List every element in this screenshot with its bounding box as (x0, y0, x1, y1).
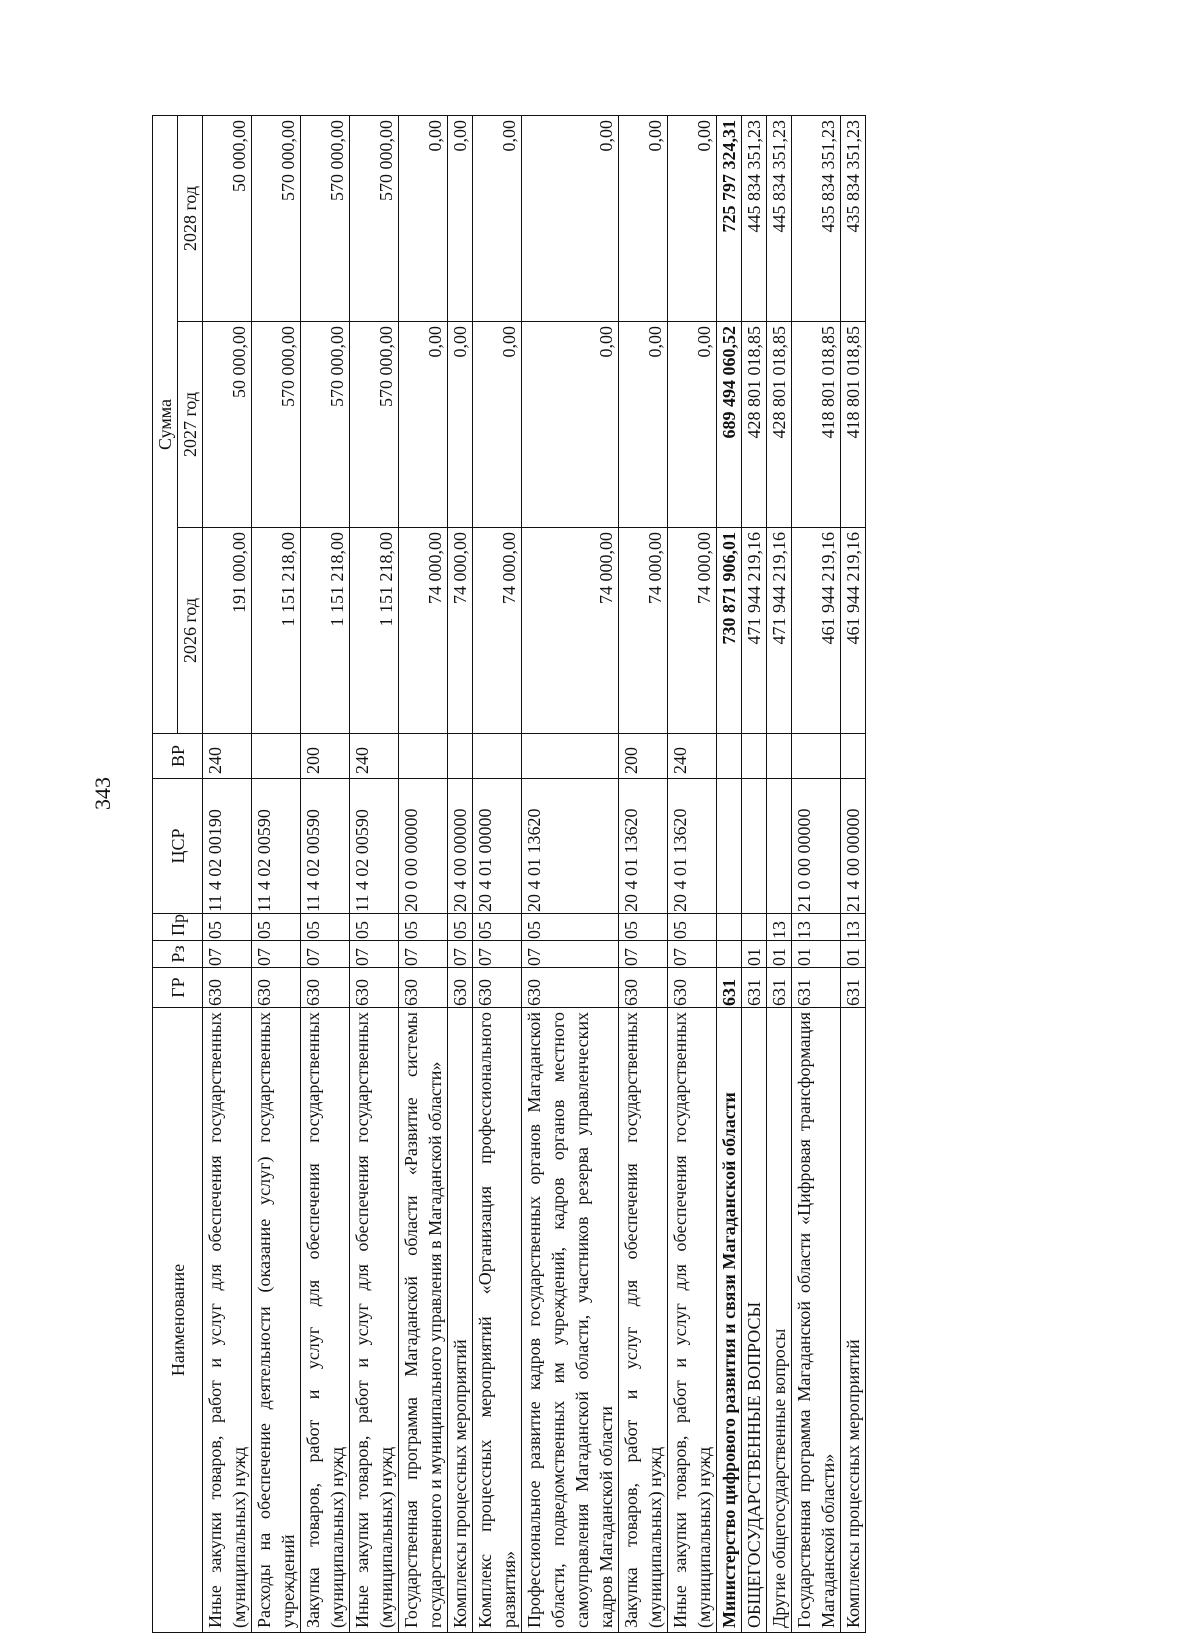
row-name-cell: Иные закупки товаров, работ и услуг для обеспечения государственных (муниципальных) нужд (350, 1008, 399, 1633)
row-pr-cell: 05 (301, 914, 350, 941)
row-name-cell: Государственная программа Магаданской области «Цифровая трансформация Магаданской области» (792, 1008, 841, 1633)
table-row (252, 115, 301, 1632)
row-pr-cell: 05 (619, 914, 668, 941)
row-name-cell: Комплекс процессных мероприятий «Организация профессионального развития» (473, 1008, 522, 1633)
row-gr-cell: 630 (350, 968, 399, 1008)
row-2027-cell: 689 494 060,52 (717, 322, 742, 528)
row-2028-cell: 50 000,00 (203, 115, 252, 321)
row-rz-cell: 01 (841, 941, 866, 968)
row-2028-cell: 570 000,00 (350, 115, 399, 321)
row-2027-cell: 0,00 (448, 322, 473, 528)
row-vr-cell (792, 734, 841, 779)
table-row (742, 115, 767, 1632)
row-vr-cell (448, 734, 473, 779)
row-name-cell: Расходы на обеспечение деятельности (оказание услуг) государственных учреждений (252, 1008, 301, 1633)
row-gr-cell: 630 (301, 968, 350, 1008)
row-pr-cell: 05 (252, 914, 301, 941)
row-vr-cell (252, 734, 301, 779)
header-csr: ЦСР (153, 779, 203, 914)
row-2026-cell: 74 000,00 (619, 528, 668, 734)
row-pr-cell: 05 (668, 914, 717, 941)
row-2028-cell: 0,00 (522, 115, 619, 321)
row-gr-cell: 630 (619, 968, 668, 1008)
row-pr-cell: 05 (448, 914, 473, 941)
row-vr-cell (399, 734, 448, 779)
row-gr-cell: 630 (203, 968, 252, 1008)
row-2026-cell: 1 151 218,00 (301, 528, 350, 734)
row-csr-cell: 21 4 00 00000 (841, 779, 866, 914)
row-name-cell: ОБЩЕГОСУДАРСТВЕННЫЕ ВОПРОСЫ (742, 1008, 767, 1633)
row-2027-cell: 0,00 (399, 322, 448, 528)
row-2028-cell: 0,00 (473, 115, 522, 321)
table-header-row (153, 115, 178, 1632)
row-2026-cell: 74 000,00 (399, 528, 448, 734)
row-rz-cell: 01 (742, 941, 767, 968)
row-csr-cell: 20 4 00 00000 (448, 779, 473, 914)
table-row (841, 115, 866, 1632)
header-rz: Рз (153, 941, 203, 968)
row-gr-cell: 631 (717, 968, 742, 1008)
row-csr-cell (742, 779, 767, 914)
row-2028-cell: 445 834 351,23 (742, 115, 767, 321)
table-row (717, 115, 742, 1632)
row-csr-cell: 20 4 01 13620 (619, 779, 668, 914)
row-rz-cell: 07 (301, 941, 350, 968)
row-gr-cell: 630 (473, 968, 522, 1008)
row-pr-cell: 13 (792, 914, 841, 941)
row-2026-cell: 1 151 218,00 (350, 528, 399, 734)
row-name-cell: Закупка товаров, работ и услуг для обеспечения государственных (муниципальных) нужд (301, 1008, 350, 1633)
row-name-cell: Комплексы процессных мероприятий (448, 1008, 473, 1633)
header-2028: 2028 год (178, 115, 203, 321)
row-2027-cell: 570 000,00 (350, 322, 399, 528)
row-csr-cell: 20 0 00 00000 (399, 779, 448, 914)
table-body (203, 115, 866, 1632)
row-gr-cell: 630 (252, 968, 301, 1008)
row-2026-cell: 461 944 219,16 (792, 528, 841, 734)
row-2028-cell: 570 000,00 (301, 115, 350, 321)
row-2027-cell: 428 801 018,85 (767, 322, 792, 528)
row-vr-cell: 240 (203, 734, 252, 779)
table-row (203, 115, 252, 1632)
row-rz-cell: 07 (203, 941, 252, 968)
table-row (619, 115, 668, 1632)
row-pr-cell: 05 (522, 914, 619, 941)
row-2027-cell: 570 000,00 (301, 322, 350, 528)
row-2027-cell: 0,00 (473, 322, 522, 528)
row-csr-cell: 21 0 00 00000 (792, 779, 841, 914)
row-2026-cell: 74 000,00 (473, 528, 522, 734)
header-2027: 2027 год (178, 322, 203, 528)
row-rz-cell: 07 (350, 941, 399, 968)
row-pr-cell (742, 914, 767, 941)
row-gr-cell: 630 (668, 968, 717, 1008)
row-name-cell: Другие общегосударственные вопросы (767, 1008, 792, 1633)
row-gr-cell: 631 (742, 968, 767, 1008)
row-2028-cell: 0,00 (619, 115, 668, 321)
row-2026-cell: 471 944 219,16 (742, 528, 767, 734)
row-gr-cell: 631 (841, 968, 866, 1008)
row-2028-cell: 435 834 351,23 (841, 115, 866, 321)
row-rz-cell: 07 (448, 941, 473, 968)
row-2026-cell: 461 944 219,16 (841, 528, 866, 734)
row-2027-cell: 0,00 (668, 322, 717, 528)
table-row (473, 115, 522, 1632)
row-2027-cell: 0,00 (522, 322, 619, 528)
row-name-cell: Иные закупки товаров, работ и услуг для обеспечения государственных (муниципальных) нужд (668, 1008, 717, 1633)
row-csr-cell: 11 4 02 00590 (350, 779, 399, 914)
row-rz-cell: 01 (792, 941, 841, 968)
row-2028-cell: 0,00 (448, 115, 473, 321)
row-pr-cell: 05 (473, 914, 522, 941)
table-row (301, 115, 350, 1632)
row-2026-cell: 74 000,00 (668, 528, 717, 734)
header-pr: Пр (153, 914, 203, 941)
budget-table-sheet (152, 116, 866, 1633)
page-number: 343 (90, 777, 115, 810)
row-pr-cell: 13 (841, 914, 866, 941)
row-2027-cell: 418 801 018,85 (841, 322, 866, 528)
row-rz-cell: 07 (399, 941, 448, 968)
table-row (767, 115, 792, 1632)
header-vr: ВР (153, 734, 203, 779)
row-2026-cell: 471 944 219,16 (767, 528, 792, 734)
row-rz-cell: 07 (619, 941, 668, 968)
row-csr-cell: 11 4 02 00590 (301, 779, 350, 914)
table-row (399, 115, 448, 1632)
row-name-cell: Министерство цифрового развития и связи Магаданской области (717, 1008, 742, 1633)
row-rz-cell (717, 941, 742, 968)
table-row (448, 115, 473, 1632)
table-row (668, 115, 717, 1632)
row-gr-cell: 630 (448, 968, 473, 1008)
row-vr-cell (473, 734, 522, 779)
row-gr-cell: 630 (522, 968, 619, 1008)
row-vr-cell (742, 734, 767, 779)
table-row (522, 115, 619, 1632)
row-2027-cell: 50 000,00 (203, 322, 252, 528)
row-2026-cell: 1 151 218,00 (252, 528, 301, 734)
row-2028-cell: 445 834 351,23 (767, 115, 792, 321)
row-2026-cell: 730 871 906,01 (717, 528, 742, 734)
row-2027-cell: 0,00 (619, 322, 668, 528)
row-csr-cell: 20 4 01 00000 (473, 779, 522, 914)
row-pr-cell: 13 (767, 914, 792, 941)
row-csr-cell (717, 779, 742, 914)
row-2028-cell: 0,00 (668, 115, 717, 321)
row-csr-cell: 20 4 01 13620 (668, 779, 717, 914)
row-vr-cell (717, 734, 742, 779)
row-rz-cell: 07 (668, 941, 717, 968)
row-vr-cell (841, 734, 866, 779)
row-2028-cell: 725 797 324,31 (717, 115, 742, 321)
row-rz-cell: 01 (767, 941, 792, 968)
row-2027-cell: 418 801 018,85 (792, 322, 841, 528)
row-name-cell: Профессиональное развитие кадров государственных органов Магаданской области, подведомственных им учреждений, кадров органов местного самоуправления Магаданской области, участников резерва управленческих кадров Магаданской области (522, 1008, 619, 1633)
row-2026-cell: 74 000,00 (448, 528, 473, 734)
row-rz-cell: 07 (252, 941, 301, 968)
row-vr-cell (767, 734, 792, 779)
row-vr-cell (522, 734, 619, 779)
row-pr-cell: 05 (203, 914, 252, 941)
row-gr-cell: 631 (792, 968, 841, 1008)
budget-table (152, 115, 866, 1633)
row-name-cell: Государственная программа Магаданской области «Развитие системы государственного и муниципального управления в Магаданской области» (399, 1008, 448, 1633)
table-row (792, 115, 841, 1632)
row-rz-cell: 07 (522, 941, 619, 968)
row-name-cell: Комплексы процессных мероприятий (841, 1008, 866, 1633)
row-pr-cell (717, 914, 742, 941)
row-2026-cell: 74 000,00 (522, 528, 619, 734)
row-csr-cell (767, 779, 792, 914)
row-2027-cell: 570 000,00 (252, 322, 301, 528)
table-row (350, 115, 399, 1632)
row-name-cell: Иные закупки товаров, работ и услуг для обеспечения государственных (муниципальных) нужд (203, 1008, 252, 1633)
row-vr-cell: 200 (301, 734, 350, 779)
row-2028-cell: 435 834 351,23 (792, 115, 841, 321)
row-pr-cell: 05 (399, 914, 448, 941)
row-pr-cell: 05 (350, 914, 399, 941)
row-vr-cell: 240 (668, 734, 717, 779)
row-2028-cell: 570 000,00 (252, 115, 301, 321)
row-gr-cell: 630 (399, 968, 448, 1008)
row-gr-cell: 631 (767, 968, 792, 1008)
row-2026-cell: 191 000,00 (203, 528, 252, 734)
row-2027-cell: 428 801 018,85 (742, 322, 767, 528)
row-csr-cell: 11 4 02 00590 (252, 779, 301, 914)
row-vr-cell: 240 (350, 734, 399, 779)
header-2026: 2026 год (178, 528, 203, 734)
row-vr-cell: 200 (619, 734, 668, 779)
header-name: Наименование (153, 1008, 203, 1633)
header-gr: ГР (153, 968, 203, 1008)
row-csr-cell: 11 4 02 00190 (203, 779, 252, 914)
row-csr-cell: 20 4 01 13620 (522, 779, 619, 914)
row-2028-cell: 0,00 (399, 115, 448, 321)
row-name-cell: Закупка товаров, работ и услуг для обеспечения государственных (муниципальных) нужд (619, 1008, 668, 1633)
row-rz-cell: 07 (473, 941, 522, 968)
header-sum: Сумма (153, 115, 178, 733)
